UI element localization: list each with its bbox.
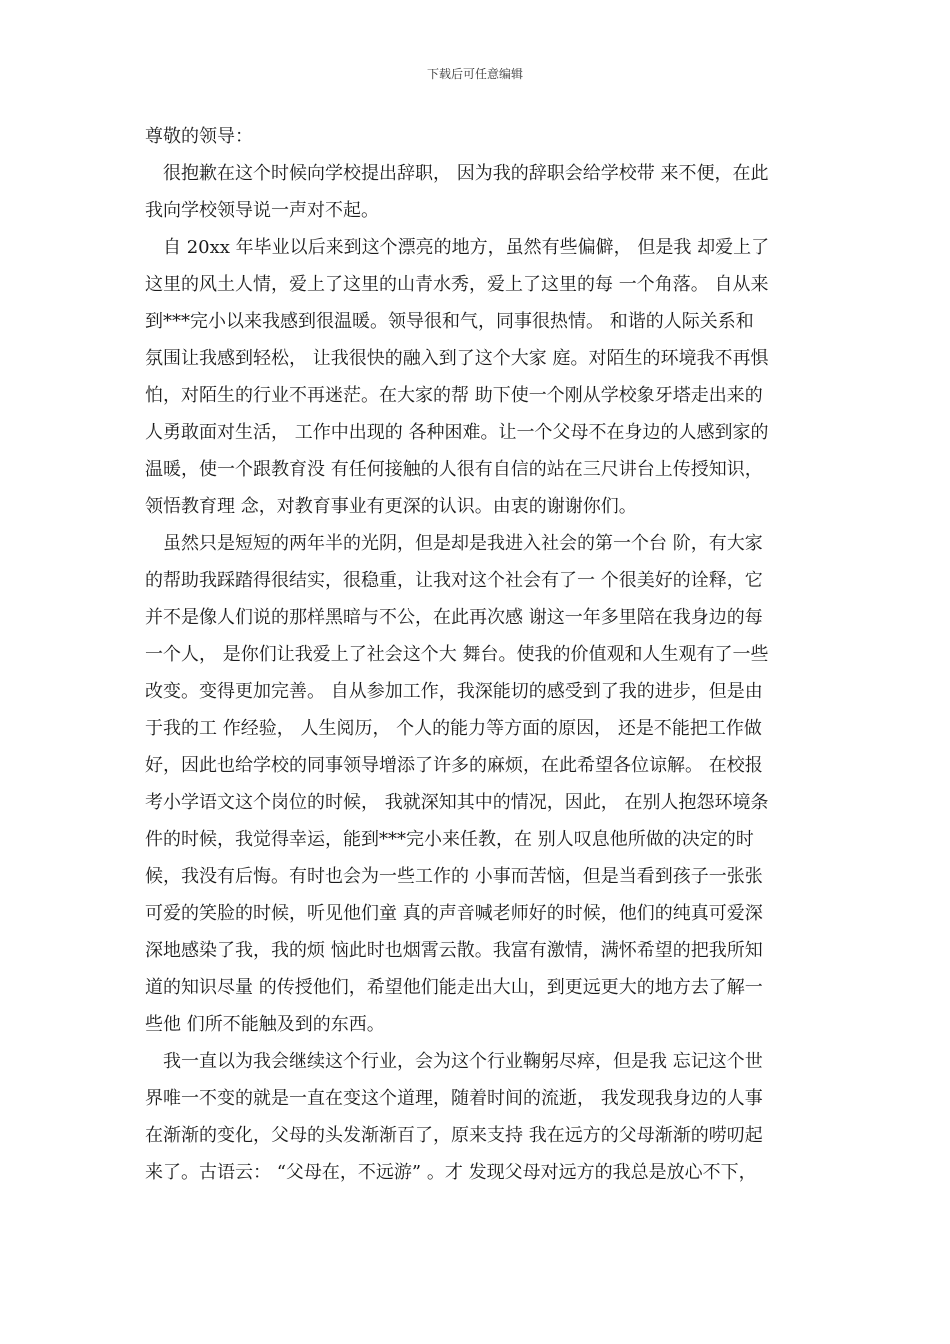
text-line: 一个人， 是你们让我爱上了社会这个大 舞台。使我的价值观和人生观有了一些 xyxy=(145,644,769,665)
text-line: 候，我没有后悔。有时也会为一些工作的 小事而苦恼，但是当看到孩子一张张 xyxy=(145,866,763,887)
text-line: 改变。变得更加完善。 自从参加工作，我深能切的感受到了我的进步，但是由 xyxy=(145,681,763,702)
text-line: 温暖，使一个跟教育没 有任何接触的人很有自信的站在三尺讲台上传授知识， xyxy=(145,459,763,480)
letter-lines xyxy=(145,155,810,1191)
text-line: 来了。古语云： “父母在，不远游” 。才 发现父母对远方的我总是放心不下， xyxy=(145,1162,757,1183)
text-line: 并不是像人们说的那样黑暗与不公，在此再次感 谢这一年多里陪在我身边的每 xyxy=(145,607,763,628)
text-line: 我向学校领导说一声对不起。 xyxy=(145,200,379,221)
text-line: 在渐渐的变化，父母的头发渐渐百了，原来支持 我在远方的父母渐渐的唠叨起 xyxy=(145,1125,763,1146)
text-line: 深地感染了我，我的烦 恼此时也烟霄云散。我富有激情，满怀希望的把我所知 xyxy=(145,940,763,961)
text-line: 很抱歉在这个时候向学校提出辞职， 因为我的辞职会给学校带 来不便，在此 xyxy=(163,163,769,184)
text-line: 人勇敢面对生活， 工作中出现的 各种困难。让一个父母不在身边的人感到家的 xyxy=(145,422,769,443)
text-line: 些他 们所不能触及到的东西。 xyxy=(145,1014,385,1035)
text-line: 于我的工 作经验， 人生阅历， 个人的能力等方面的原因， 还是不能把工作做 xyxy=(145,718,762,739)
text-line: 的帮助我踩踏得很结实，很稳重，让我对这个社会有了一 个很美好的诠释，它 xyxy=(145,570,763,591)
text-line: 可爱的笑脸的时候，听见他们童 真的声音喊老师好的时候，他们的纯真可爱深 xyxy=(145,903,763,924)
page-header: 下载后可任意编辑 xyxy=(426,67,523,81)
text-line: 考小学语文这个岗位的时候， 我就深知其中的情况，因此， 在别人抱怨环境条 xyxy=(145,792,769,813)
text-line: 这里的风土人情，爱上了这里的山青水秀，爱上了这里的每 一个角落。 自从来 xyxy=(145,274,769,295)
text-line: 氛围让我感到轻松， 让我很快的融入到了这个大家 庭。对陌生的环境我不再惧 xyxy=(145,348,769,369)
text-line: 虽然只是短短的两年半的光阴，但是却是我进入社会的第一个台 阶，有大家 xyxy=(163,533,763,554)
text-line: 自 20xx 年毕业以后来到这个漂亮的地方，虽然有些偏僻， 但是我 却爱上了 xyxy=(163,237,770,258)
salutation: 尊敬的领导： xyxy=(145,126,253,147)
text-line: 我一直以为我会继续这个行业，会为这个行业鞠躬尽瘁，但是我 忘记这个世 xyxy=(163,1051,763,1072)
letter-body xyxy=(145,118,810,1191)
text-line: 件的时候，我觉得幸运，能到***完小来任教，在 别人叹息他所做的决定的时 xyxy=(145,829,754,850)
text-line: 好，因此也给学校的同事领导增添了许多的麻烦，在此希望各位谅解。 在校报 xyxy=(145,755,763,776)
text-line: 到***完小以来我感到很温暖。领导很和气，同事很热情。 和谐的人际关系和 xyxy=(145,311,754,332)
text-line: 怕，对陌生的行业不再迷茫。在大家的帮 助下使一个刚从学校象牙塔走出来的 xyxy=(145,385,763,406)
text-line: 道的知识尽量 的传授他们，希望他们能走出大山，到更远更大的地方去了解一 xyxy=(145,977,763,998)
text-line: 界唯一不变的就是一直在变这个道理，随着时间的流逝， 我发现我身边的人事 xyxy=(145,1088,763,1109)
text-line: 领悟教育理 念，对教育事业有更深的认识。由衷的谢谢你们。 xyxy=(145,496,637,517)
